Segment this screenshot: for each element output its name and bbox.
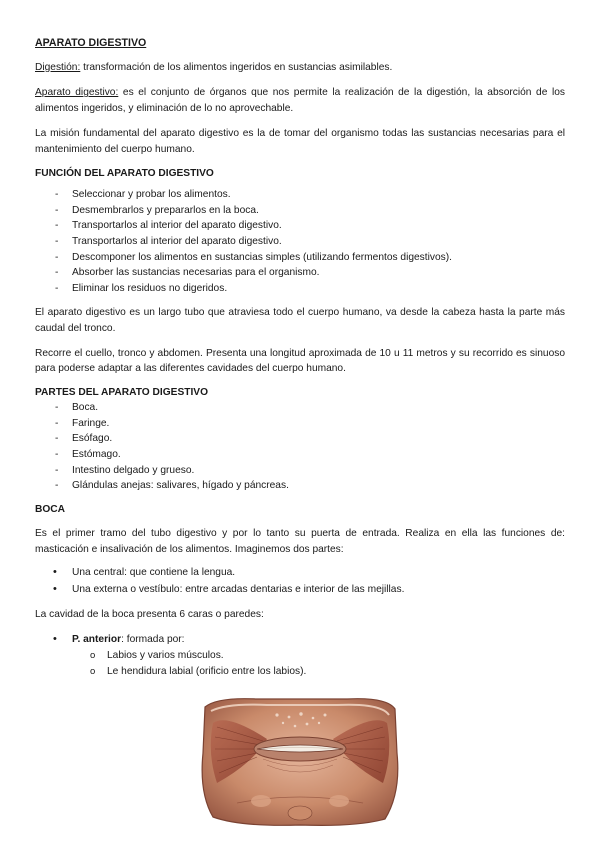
list-item xyxy=(35,463,565,479)
bullet-icon: • xyxy=(53,633,57,646)
paragraph-recorre: Recorre el cuello, tronco y abdomen. Presenta una longitud aproximada de 10 u 11 metros y su recorrido es sinuoso para poderse adaptar a las diferentes cavidades del cuerpo humano. xyxy=(35,347,565,375)
bullet-icon: • xyxy=(53,582,57,595)
dash-icon: - xyxy=(55,449,59,461)
dash-icon: - xyxy=(55,282,59,294)
list-item-text: Boca. xyxy=(72,402,99,414)
anterior-sub-list xyxy=(35,648,565,679)
paredes-list xyxy=(35,631,565,648)
list-item xyxy=(35,648,565,664)
dash-icon: - xyxy=(55,417,59,429)
dash-icon: - xyxy=(55,433,59,445)
list-item-text: Una externa o vestíbulo: entre arcadas dentarias e interior de las mejillas. xyxy=(72,583,405,595)
list-item-text: Transportarlos al interior del aparato digestivo. xyxy=(72,220,282,232)
list-item xyxy=(35,187,565,203)
partes-list xyxy=(35,400,565,494)
dash-icon: - xyxy=(55,220,59,232)
dash-icon: - xyxy=(55,267,59,279)
definition-digestion: transformación de los alimentos ingeridos en sustancias asimilables. xyxy=(80,61,393,73)
list-item-text: Descomponer los alimentos en sustancias simples (utilizando fermentos digestivos). xyxy=(72,251,452,263)
heading-partes: PARTES DEL APARATO DIGESTIVO xyxy=(35,386,209,398)
list-item-text: Eliminar los residuos no digeridos. xyxy=(72,282,228,294)
list-item-text: Una central: que contiene la lengua. xyxy=(72,566,236,578)
list-item xyxy=(35,218,565,234)
dash-icon: - xyxy=(55,464,59,476)
mouth-anatomy-illustration xyxy=(197,693,403,829)
paragraph-digestion xyxy=(35,60,565,76)
term-anterior: P. anterior xyxy=(72,634,122,646)
list-item xyxy=(35,400,565,416)
bullet-icon: • xyxy=(53,565,57,578)
anterior-text: : formada por: xyxy=(121,634,185,646)
list-item-text: Estómago. xyxy=(72,449,121,461)
list-item xyxy=(35,447,565,463)
list-item-text: Absorber las sustancias necesarias para el organismo. xyxy=(72,267,320,279)
circle-icon: o xyxy=(90,665,96,677)
funcion-list xyxy=(35,187,565,296)
term-aparato: Aparato digestivo: xyxy=(35,87,119,99)
list-item xyxy=(35,265,565,281)
paragraph-boca: Es el primer tramo del tubo digestivo y por lo tanto su puerta de entrada. Realiza en ella las funciones de: masticación e insalivación de los alimentos. Imaginemos dos partes: xyxy=(35,528,565,556)
circle-icon: o xyxy=(90,650,96,662)
list-item xyxy=(35,631,565,648)
list-item-text: Glándulas anejas: salivares, hígado y páncreas. xyxy=(72,480,289,492)
dash-icon: - xyxy=(55,251,59,263)
list-item-text: Desmembrarlos y prepararlos en la boca. xyxy=(72,204,259,216)
dash-icon: - xyxy=(55,480,59,492)
boca-list xyxy=(35,564,565,598)
paragraph-caras: La cavidad de la boca presenta 6 caras o paredes: xyxy=(35,608,264,620)
paragraph-tubo: El aparato digestivo es un largo tubo que atraviesa todo el cuerpo humano, va desde la cabeza hasta la parte más caudal del tronco. xyxy=(35,307,565,334)
list-item xyxy=(35,281,565,297)
dash-icon: - xyxy=(55,189,59,201)
document-content xyxy=(35,36,565,679)
list-item xyxy=(35,564,565,581)
definition-aparato: es el conjunto de órganos que nos permite la realización de la digestión, la absorción de los alimentos ingeridos, y eliminación de lo no aprovechable. xyxy=(35,87,565,114)
list-item-text: Esófago. xyxy=(72,433,113,445)
paragraph-mision: La misión fundamental del aparato digestivo es la de tomar del organismo todas las sustancias necesarias para el mantenimiento del cuerpo humano. xyxy=(35,128,565,155)
heading-boca: BOCA xyxy=(35,503,65,515)
list-item-text: Labios y varios músculos. xyxy=(107,650,224,662)
list-item xyxy=(35,581,565,598)
list-item xyxy=(35,250,565,266)
list-item xyxy=(35,203,565,219)
list-item-text: Seleccionar y probar los alimentos. xyxy=(72,189,231,201)
list-item-text: Le hendidura labial (orificio entre los labios). xyxy=(107,665,307,677)
term-digestion: Digestión: xyxy=(35,61,81,73)
dash-icon: - xyxy=(55,402,59,414)
list-item xyxy=(35,431,565,447)
list-item xyxy=(35,234,565,250)
list-item-text: Intestino delgado y grueso. xyxy=(72,464,195,476)
document-title: APARATO DIGESTIVO xyxy=(35,37,147,49)
dash-icon: - xyxy=(55,204,59,216)
heading-funcion: FUNCIÓN DEL APARATO DIGESTIVO xyxy=(35,167,214,179)
list-item-text: Transportarlos al interior del aparato digestivo. xyxy=(72,235,282,247)
dash-icon: - xyxy=(55,235,59,247)
list-item-text: Faringe. xyxy=(72,417,110,429)
list-item xyxy=(35,478,565,494)
list-item xyxy=(35,416,565,432)
paragraph-aparato xyxy=(35,85,565,116)
list-item xyxy=(35,664,565,680)
